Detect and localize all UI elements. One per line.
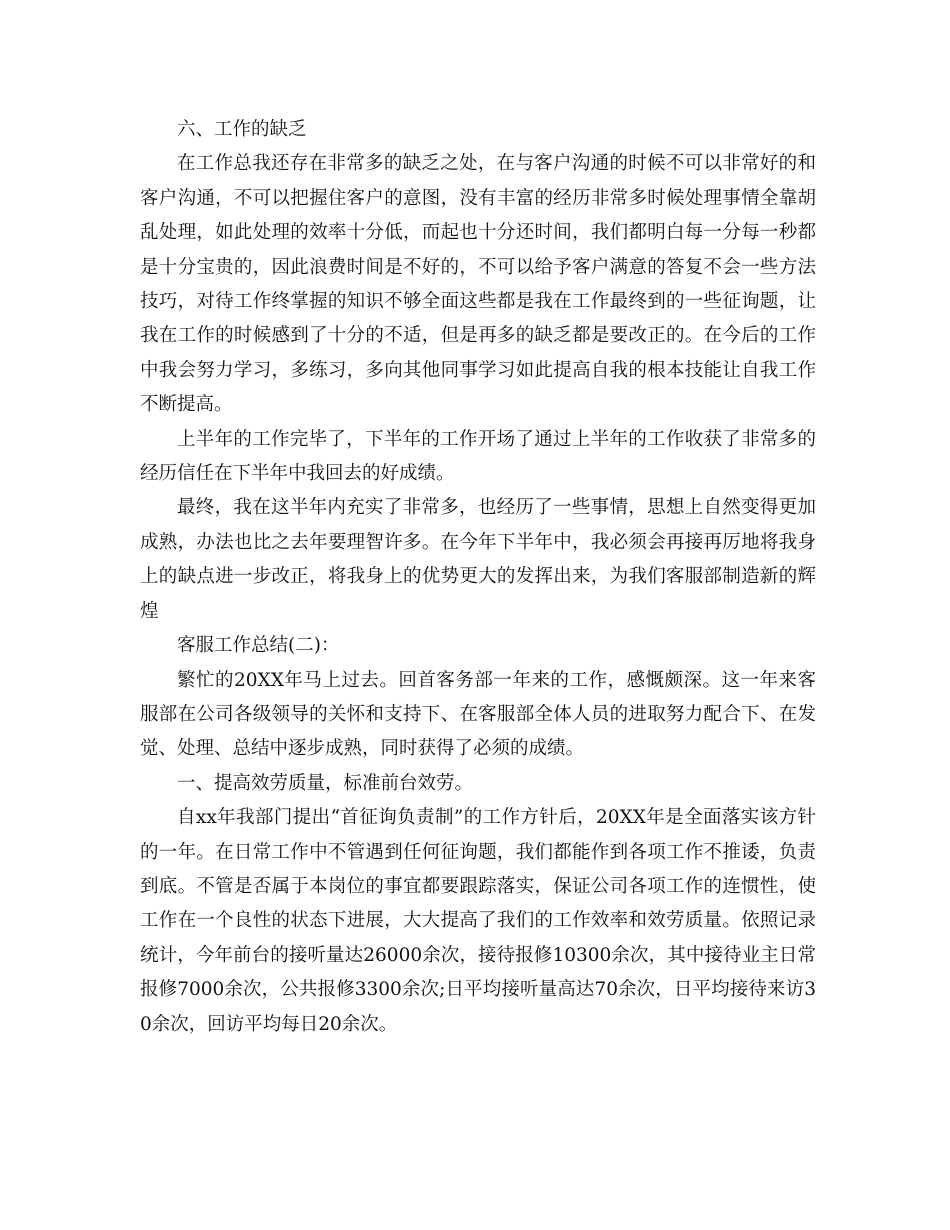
paragraph-half-year: 上半年的工作完毕了，下半年的工作开场了通过上半年的工作收获了非常多的经历信任在下半年中我回去的好成绩。 [140, 428, 816, 485]
document-body [140, 113, 816, 1042]
section-heading-summary-two: 客服工作总结(二)： [177, 635, 340, 657]
paragraph-shortcomings: 在工作总我还存在非常多的缺乏之处，在与客户沟通的时候不可以非常好的和客户沟通，不可以把握住客户的意图，没有丰富的经历非常多时候处理事情全靠胡乱处理，如此处理的效率十分低，而起也十分还时间，我们都明白每一分每一秒都是十分宝贵的，因此浪费时间是不好的，不可以给予客户满意的答复不会一些方法技巧，对待工作终掌握的知识不够全面这些都是我在工作最终到的一些征询题，让我在工作的时候感到了十分的不适，但是再多的缺乏都是要改正的。在今后的工作中我会努力学习，多练习，多向其他同事学习如此提高自我的根本技能让自我工作不断提高。 [140, 153, 816, 416]
section-heading-service-quality: 一、提高效劳质量，标准前台效劳。 [177, 772, 474, 794]
paragraph-first-inquiry: 自xx年我部门提出“首征询负责制”的工作方针后，20XX年是全面落实该方针的一年。在日常工作中不管遇到任何征询题，我们都能作到各项工作不推诿，负责到底。不管是否属于本岗位的事宜都要跟踪落实，保证公司各项工作的连惯性，使工作在一个良性的状态下进展，大大提高了我们的工作效率和效劳质量。依照记录统计，今年前台的接听量达26000余次，接待报修10300余次，其中接待业主日常报修7000余次，公共报修3300余次;日平均接听量高达70余次，日平均接待来访30余次，回访平均每日20余次。 [140, 807, 816, 1035]
section-heading-work-shortcomings: 六、工作的缺乏 [177, 119, 307, 140]
paragraph-conclusion: 最终，我在这半年内充实了非常多，也经历了一些事情，思想上自然变得更加成熟，办法也比之去年要理智许多。在今年下半年中，我必须会再接再厉地将我身上的缺点进一步改正，将我身上的优势更大的发挥出来，为我们客服部制造新的辉煌 [140, 497, 816, 622]
paragraph-busy-year: 繁忙的20XX年马上过去。回首客务部一年来的工作，感慨颇深。这一年来客服部在公司各级领导的关怀和支持下、在客服部全体人员的进取努力配合下、在发觉、处理、总结中逐步成熟，同时获得了必须的成绩。 [140, 669, 816, 760]
